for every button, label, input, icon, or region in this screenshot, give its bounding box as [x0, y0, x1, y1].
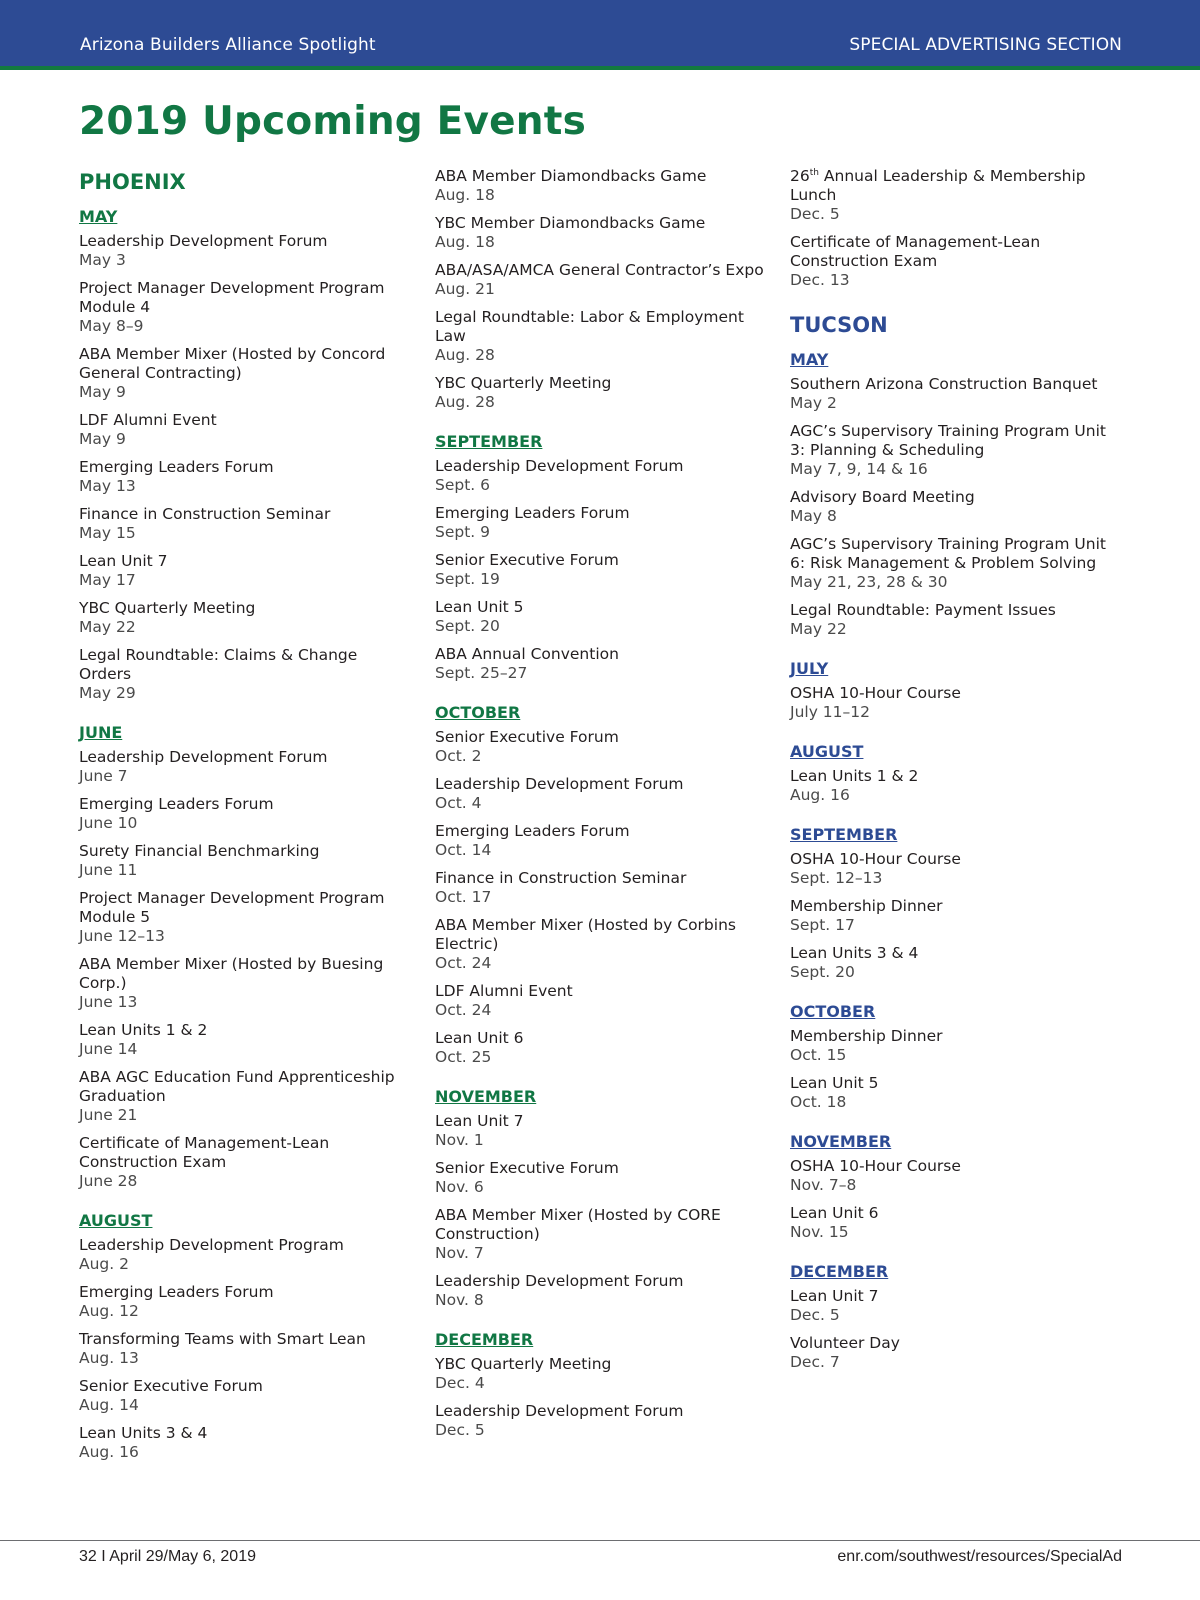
- event-item: [790, 850, 1120, 888]
- city-heading-phoenix: PHOENIX: [79, 170, 186, 194]
- month-section: [435, 1087, 765, 1310]
- event-item: [79, 795, 409, 833]
- event-name: Lean Units 1 & 2: [790, 767, 919, 785]
- event-date: Sept. 20: [435, 617, 500, 635]
- month-section: [435, 1330, 765, 1440]
- event-name: YBC Quarterly Meeting: [79, 599, 256, 617]
- event-date: May 9: [79, 383, 126, 401]
- header-bar: [0, 0, 1200, 70]
- month-section: [790, 167, 1120, 290]
- event-name: Leadership Development Forum: [435, 457, 684, 475]
- event-name: Emerging Leaders Forum: [79, 795, 274, 813]
- event-item: [435, 1029, 765, 1067]
- event-item: [79, 1283, 409, 1321]
- event-name: Lean Units 1 & 2: [79, 1021, 208, 1039]
- event-item: [435, 598, 765, 636]
- event-date: Aug. 16: [79, 1443, 139, 1461]
- event-item: [79, 458, 409, 496]
- event-name-ordinal-suffix: th: [809, 167, 819, 178]
- event-date: June 14: [79, 1040, 138, 1058]
- event-item: [435, 308, 765, 365]
- event-name: Lean Unit 5: [435, 598, 524, 616]
- event-item: [79, 1134, 409, 1191]
- event-item: [79, 646, 409, 703]
- month-heading: SEPTEMBER: [790, 825, 898, 844]
- event-date: May 2: [790, 394, 837, 412]
- event-name: Membership Dinner: [790, 897, 943, 915]
- month-heading: NOVEMBER: [435, 1087, 537, 1106]
- event-name: Emerging Leaders Forum: [79, 458, 274, 476]
- event-item: [435, 374, 765, 412]
- event-name-ordinal: 26: [790, 167, 810, 185]
- event-name: Advisory Board Meeting: [790, 488, 975, 506]
- event-name: Leadership Development Forum: [79, 748, 328, 766]
- event-date: Sept. 9: [435, 523, 491, 541]
- month-heading: DECEMBER: [790, 1262, 889, 1281]
- event-name: Lean Units 3 & 4: [790, 944, 919, 962]
- event-date: May 22: [79, 618, 136, 636]
- event-date: May 9: [79, 430, 126, 448]
- event-item: [435, 869, 765, 907]
- event-date: May 7, 9, 14 & 16: [790, 460, 928, 478]
- event-date: Aug. 14: [79, 1396, 139, 1414]
- event-item: [79, 748, 409, 786]
- event-name: Leadership Development Program: [79, 1236, 344, 1254]
- event-name: Finance in Construction Seminar: [435, 869, 687, 887]
- event-item: [790, 1074, 1120, 1112]
- event-item: [79, 345, 409, 402]
- publication-name: Arizona Builders Alliance Spotlight: [80, 35, 376, 55]
- event-date: Dec. 4: [435, 1374, 485, 1392]
- event-name: ABA Member Mixer (Hosted by Concord General Contracting): [79, 345, 386, 382]
- event-item: [790, 1157, 1120, 1195]
- month-heading: NOVEMBER: [790, 1132, 892, 1151]
- event-item: [435, 916, 765, 973]
- event-name: Senior Executive Forum: [435, 551, 619, 569]
- event-item: [79, 1068, 409, 1125]
- event-date: Aug. 18: [435, 233, 495, 251]
- event-date: Dec. 13: [790, 271, 850, 289]
- event-name: ABA Annual Convention: [435, 645, 619, 663]
- event-date: Nov. 1: [435, 1131, 484, 1149]
- event-item: [79, 955, 409, 1012]
- event-date: Sept. 6: [435, 476, 491, 494]
- event-name: Emerging Leaders Forum: [79, 1283, 274, 1301]
- event-name: Certificate of Management-Lean Construction Exam: [790, 233, 1041, 270]
- event-name: ABA Member Mixer (Hosted by CORE Construction): [435, 1206, 721, 1243]
- event-item: [435, 822, 765, 860]
- event-item: [79, 505, 409, 543]
- event-name: ABA AGC Education Fund Apprenticeship Graduation: [79, 1068, 395, 1105]
- event-date: Sept. 25–27: [435, 664, 528, 682]
- event-name: Lean Unit 7: [435, 1112, 524, 1130]
- event-item: [790, 488, 1120, 526]
- event-name: [790, 167, 1120, 205]
- event-name: Membership Dinner: [790, 1027, 943, 1045]
- event-item: [790, 167, 1120, 224]
- event-item: [790, 233, 1120, 290]
- event-name: Senior Executive Forum: [435, 1159, 619, 1177]
- month-section: [790, 1002, 1120, 1112]
- event-item: [79, 1021, 409, 1059]
- event-item: [435, 1206, 765, 1263]
- event-name: Certificate of Management-Lean Construction Exam: [79, 1134, 330, 1171]
- event-date: May 8: [790, 507, 837, 525]
- event-name: ABA/ASA/AMCA General Contractor’s Expo: [435, 261, 764, 279]
- event-item: [435, 1112, 765, 1150]
- event-date: June 28: [79, 1172, 138, 1190]
- event-date: May 22: [790, 620, 847, 638]
- event-date: Oct. 25: [435, 1048, 492, 1066]
- event-date: Aug. 21: [435, 280, 495, 298]
- event-date: June 13: [79, 993, 138, 1011]
- event-name: OSHA 10-Hour Course: [790, 684, 961, 702]
- month-section: [790, 350, 1120, 639]
- event-item: [790, 897, 1120, 935]
- event-name: Leadership Development Forum: [435, 1272, 684, 1290]
- event-item: [790, 601, 1120, 639]
- event-item: [79, 1330, 409, 1368]
- event-name: Emerging Leaders Forum: [435, 822, 630, 840]
- event-date: May 15: [79, 524, 136, 542]
- event-date: Nov. 7–8: [790, 1176, 857, 1194]
- event-item: [79, 889, 409, 946]
- event-name: ABA Member Mixer (Hosted by Corbins Electric): [435, 916, 736, 953]
- event-date: Aug. 13: [79, 1349, 139, 1367]
- event-item: [435, 1159, 765, 1197]
- event-date: Nov. 8: [435, 1291, 484, 1309]
- events-column-1: [79, 167, 409, 1482]
- event-name: Leadership Development Forum: [435, 775, 684, 793]
- event-date: Sept. 17: [790, 916, 855, 934]
- month-heading: JULY: [790, 659, 829, 678]
- event-name: Finance in Construction Seminar: [79, 505, 331, 523]
- event-date: Dec. 5: [790, 1306, 840, 1324]
- event-date: Aug. 12: [79, 1302, 139, 1320]
- event-date: May 21, 23, 28 & 30: [790, 573, 948, 591]
- footer-divider: [0, 1540, 1200, 1541]
- event-name: Lean Unit 6: [790, 1204, 879, 1222]
- event-item: [435, 551, 765, 589]
- event-name: Lean Unit 5: [790, 1074, 879, 1092]
- month-section: [435, 167, 765, 412]
- event-date: June 12–13: [79, 927, 165, 945]
- event-item: [790, 684, 1120, 722]
- event-date: Sept. 12–13: [790, 869, 883, 887]
- event-name: Senior Executive Forum: [435, 728, 619, 746]
- event-name: YBC Quarterly Meeting: [435, 374, 612, 392]
- footer-url: enr.com/southwest/resources/SpecialAd: [837, 1548, 1122, 1565]
- event-item: [435, 457, 765, 495]
- event-item: [790, 944, 1120, 982]
- event-date: Nov. 6: [435, 1178, 484, 1196]
- event-name: Leadership Development Forum: [79, 232, 328, 250]
- month-section: [790, 825, 1120, 982]
- event-item: [79, 232, 409, 270]
- event-item: [435, 645, 765, 683]
- event-name: Lean Units 3 & 4: [79, 1424, 208, 1442]
- event-item: [435, 214, 765, 252]
- event-name: AGC’s Supervisory Training Program Unit 3: Planning & Scheduling: [790, 422, 1106, 459]
- section-label: SPECIAL ADVERTISING SECTION: [849, 35, 1122, 55]
- event-item: [435, 1272, 765, 1310]
- event-date: Oct. 24: [435, 1001, 492, 1019]
- event-date: Oct. 2: [435, 747, 482, 765]
- event-item: [435, 1355, 765, 1393]
- event-item: [435, 775, 765, 813]
- event-item: [79, 1424, 409, 1462]
- event-item: [79, 279, 409, 336]
- month-heading: MAY: [790, 350, 829, 369]
- event-date: June 11: [79, 861, 138, 879]
- footer-page-info: 32 I April 29/May 6, 2019: [79, 1548, 256, 1565]
- event-date: Dec. 7: [790, 1353, 840, 1371]
- event-item: [790, 1287, 1120, 1325]
- event-name: OSHA 10-Hour Course: [790, 1157, 961, 1175]
- event-item: [435, 982, 765, 1020]
- event-date: Oct. 4: [435, 794, 482, 812]
- event-date: Nov. 7: [435, 1244, 484, 1262]
- event-date: Oct. 18: [790, 1093, 847, 1111]
- event-date: May 8–9: [79, 317, 144, 335]
- month-heading: JUNE: [79, 723, 123, 742]
- event-date: Aug. 28: [435, 393, 495, 411]
- month-section: [790, 659, 1120, 722]
- event-item: [79, 1236, 409, 1274]
- event-date: May 17: [79, 571, 136, 589]
- page-title: 2019 Upcoming Events: [79, 99, 587, 144]
- event-date: Sept. 20: [790, 963, 855, 981]
- event-date: Sept. 19: [435, 570, 500, 588]
- event-date: Oct. 15: [790, 1046, 847, 1064]
- month-section: [79, 207, 409, 703]
- event-name: Lean Unit 6: [435, 1029, 524, 1047]
- event-date: May 3: [79, 251, 126, 269]
- event-name: Legal Roundtable: Claims & Change Orders: [79, 646, 358, 683]
- event-date: May 29: [79, 684, 136, 702]
- month-section: [435, 432, 765, 683]
- event-name: Emerging Leaders Forum: [435, 504, 630, 522]
- event-name: YBC Member Diamondbacks Game: [435, 214, 706, 232]
- event-name: Lean Unit 7: [790, 1287, 879, 1305]
- event-date: July 11–12: [790, 703, 870, 721]
- event-name: Legal Roundtable: Payment Issues: [790, 601, 1056, 619]
- event-name: Volunteer Day: [790, 1334, 900, 1352]
- month-heading: OCTOBER: [790, 1002, 876, 1021]
- event-name: Southern Arizona Construction Banquet: [790, 375, 1098, 393]
- event-item: [79, 1377, 409, 1415]
- event-name: ABA Member Diamondbacks Game: [435, 167, 707, 185]
- event-item: [790, 535, 1120, 592]
- event-date: Dec. 5: [435, 1421, 485, 1439]
- event-name: AGC’s Supervisory Training Program Unit 6: Risk Management & Problem Solving: [790, 535, 1106, 572]
- event-name: YBC Quarterly Meeting: [435, 1355, 612, 1373]
- event-date: Aug. 28: [435, 346, 495, 364]
- month-section: [790, 1262, 1120, 1372]
- month-section: [790, 742, 1120, 805]
- event-item: [790, 1334, 1120, 1372]
- event-name: Surety Financial Benchmarking: [79, 842, 320, 860]
- month-heading: OCTOBER: [435, 703, 521, 722]
- event-date: June 21: [79, 1106, 138, 1124]
- event-name: Project Manager Development Program Module 4: [79, 279, 385, 316]
- event-date: Aug. 18: [435, 186, 495, 204]
- events-column-2: [435, 167, 765, 1460]
- month-heading: AUGUST: [79, 1211, 153, 1230]
- event-item: [79, 599, 409, 637]
- event-name: Lean Unit 7: [79, 552, 168, 570]
- event-item: [790, 1027, 1120, 1065]
- event-name: ABA Member Mixer (Hosted by Buesing Corp.): [79, 955, 384, 992]
- event-name: OSHA 10-Hour Course: [790, 850, 961, 868]
- event-date: Oct. 17: [435, 888, 492, 906]
- event-name: Legal Roundtable: Labor & Employment Law: [435, 308, 744, 345]
- event-item: [435, 261, 765, 299]
- event-item: [790, 422, 1120, 479]
- month-heading: SEPTEMBER: [435, 432, 543, 451]
- event-item: [790, 767, 1120, 805]
- event-name-text: Annual Leadership & Membership Lunch: [790, 167, 1086, 204]
- event-item: [79, 552, 409, 590]
- city-heading-tucson: TUCSON: [790, 313, 888, 337]
- event-item: [435, 504, 765, 542]
- event-item: [790, 1204, 1120, 1242]
- event-item: [79, 411, 409, 449]
- month-section: [435, 703, 765, 1067]
- event-item: [79, 842, 409, 880]
- event-name: Transforming Teams with Smart Lean: [79, 1330, 366, 1348]
- event-item: [435, 728, 765, 766]
- event-item: [790, 375, 1120, 413]
- month-heading: DECEMBER: [435, 1330, 534, 1349]
- event-item: [435, 1402, 765, 1440]
- event-date: June 10: [79, 814, 138, 832]
- event-date: June 7: [79, 767, 128, 785]
- event-date: Dec. 5: [790, 205, 840, 223]
- event-item: [435, 167, 765, 205]
- event-name: LDF Alumni Event: [79, 411, 217, 429]
- event-date: Oct. 14: [435, 841, 492, 859]
- month-section: [79, 723, 409, 1191]
- event-name: Senior Executive Forum: [79, 1377, 263, 1395]
- month-section: [790, 1132, 1120, 1242]
- event-name: Leadership Development Forum: [435, 1402, 684, 1420]
- events-column-3: [790, 167, 1120, 1392]
- event-name: Project Manager Development Program Module 5: [79, 889, 385, 926]
- event-date: May 13: [79, 477, 136, 495]
- event-date: Nov. 15: [790, 1223, 849, 1241]
- event-date: Aug. 16: [790, 786, 850, 804]
- event-name: LDF Alumni Event: [435, 982, 573, 1000]
- event-date: Oct. 24: [435, 954, 492, 972]
- month-heading: AUGUST: [790, 742, 864, 761]
- month-heading: MAY: [79, 207, 118, 226]
- month-section: [79, 1211, 409, 1462]
- event-date: Aug. 2: [79, 1255, 129, 1273]
